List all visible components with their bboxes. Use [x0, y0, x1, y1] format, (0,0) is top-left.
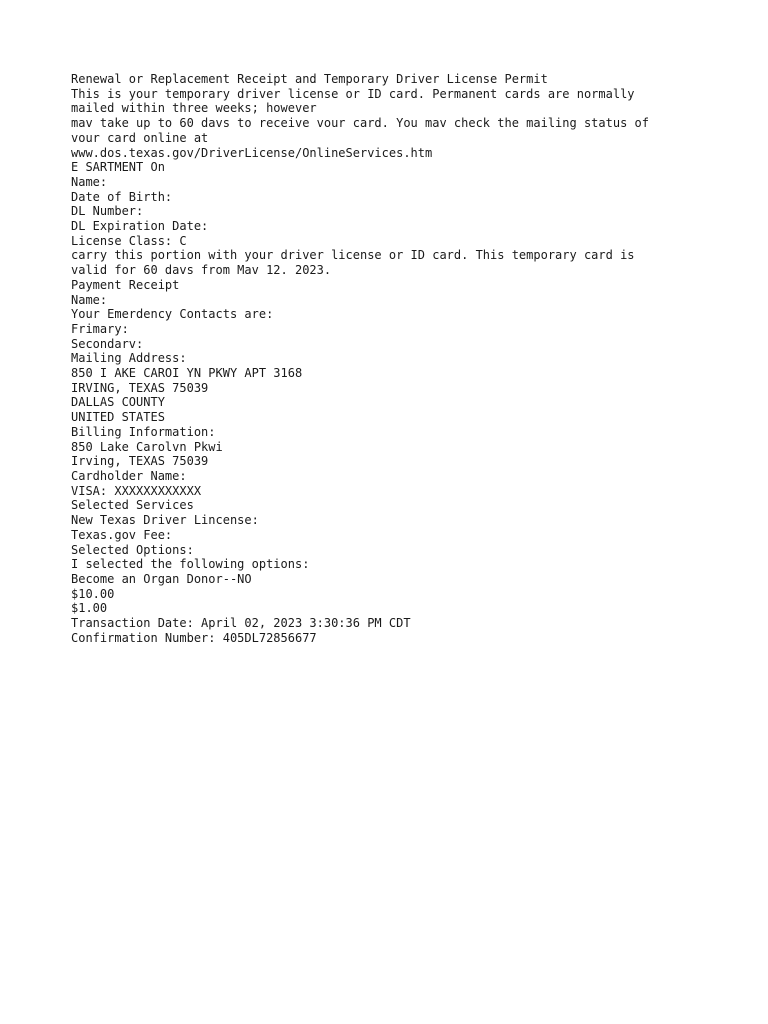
payment-receipt-heading: Payment Receipt [71, 277, 180, 292]
texas-gov-fee-label: Texas.gov Fee: [71, 527, 173, 542]
amount-license: $10.00 [71, 586, 115, 601]
new-license-service: New Texas Driver Lincense: [71, 513, 259, 528]
payment-name-label: Name: [71, 292, 108, 307]
license-name-label: Name: [71, 174, 108, 189]
mailing-address-line: IRVING, TEXAS 75039 [71, 380, 209, 395]
selected-options-heading: Selected Options: [71, 542, 194, 557]
intro-line-1: This is your temporary driver license or ID card. Permanent cards are normally [71, 86, 635, 101]
mailing-address-label: Mailing Address: [71, 351, 187, 366]
license-expiration-label: DL Expiration Date: [71, 219, 209, 234]
intro-line-2: mailed within three weeks; however [71, 101, 317, 116]
license-class: License Class: C [71, 233, 187, 248]
carry-note-line-2: valid for 60 davs from Mav 12. 2023. [71, 263, 332, 278]
mailing-address-line: DALLAS COUNTY [71, 395, 165, 410]
mailing-address-line: UNITED STATES [71, 410, 165, 425]
billing-address-line: Irving, TEXAS 75039 [71, 454, 209, 469]
organ-donor-option: Become an Organ Donor--NO [71, 571, 252, 586]
secondary-contact-label: Secondarv: [71, 336, 144, 351]
options-intro: I selected the following options: [71, 557, 310, 572]
cardholder-name-label: Cardholder Name: [71, 468, 187, 483]
billing-address-line: 850 Lake Carolvn Pkwi [71, 439, 223, 454]
transaction-date: Transaction Date: April 02, 2023 3:30:36 PM CDT [71, 616, 411, 631]
document-title: Renewal or Replacement Receipt and Temporary Driver License Permit [71, 72, 548, 86]
emergency-contacts-heading: Your Emerdency Contacts are: [71, 307, 274, 322]
online-services-url: www.dos.texas.gov/DriverLicense/OnlineServices.htm [71, 145, 433, 160]
mailing-address-line: 850 I AKE CAROI YN PKWY APT 3168 [71, 366, 303, 381]
selected-services-heading: Selected Services [71, 498, 194, 513]
license-number-label: DL Number: [71, 204, 144, 219]
carry-note-line-1: carry this portion with your driver license or ID card. This temporary card is [71, 248, 635, 263]
department-text: E SARTMENT On [71, 160, 165, 175]
intro-line-3: mav take up to 60 davs to receive vour card. You mav check the mailing status of [71, 116, 649, 131]
amount-fee: $1.00 [71, 601, 108, 616]
confirmation-number: Confirmation Number: 405DL72856677 [71, 630, 317, 645]
billing-information-label: Billing Information: [71, 424, 216, 439]
receipt-document [71, 72, 701, 645]
primary-contact-label: Frimary: [71, 321, 129, 336]
license-dob-label: Date of Birth: [71, 189, 173, 204]
intro-line-4: vour card online at [71, 130, 209, 145]
card-number: VISA: XXXXXXXXXXXX [71, 483, 202, 498]
